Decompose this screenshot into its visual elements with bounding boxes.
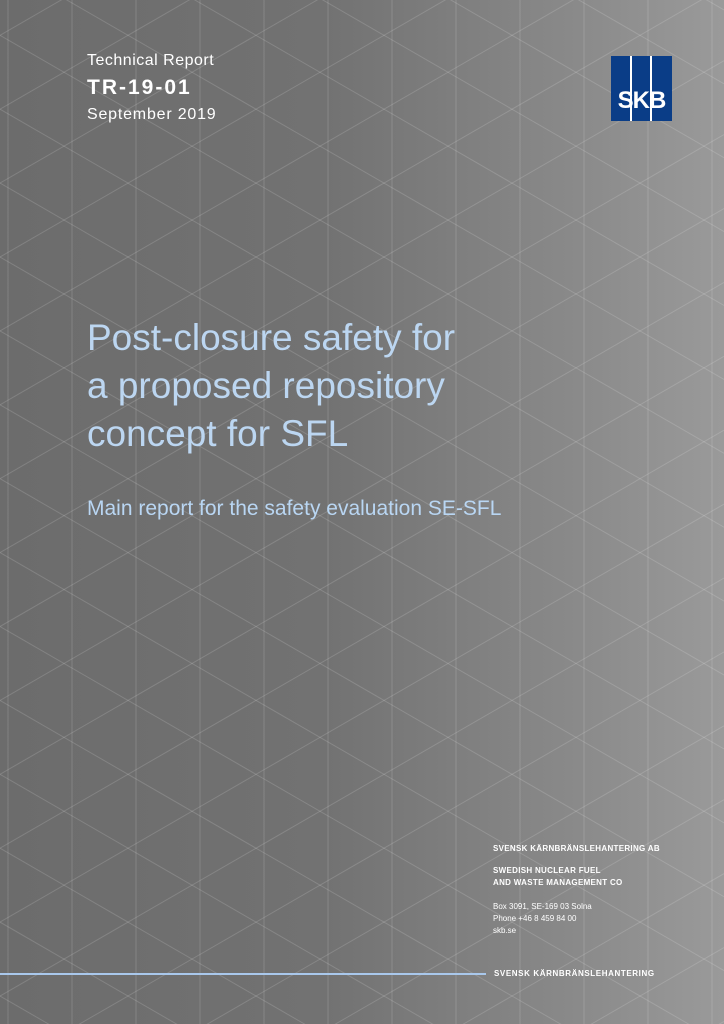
report-number: TR-19-01 <box>87 76 192 99</box>
company-address: Box 3091, SE-169 03 Solna <box>493 902 592 911</box>
company-name-english: AND WASTE MANAGEMENT CO <box>493 878 623 887</box>
report-date: September 2019 <box>87 106 217 123</box>
title-line: Post-closure safety for <box>87 317 456 358</box>
report-subtitle: Main report for the safety evaluation SE-SFL <box>87 497 502 520</box>
company-name-swedish: SVENSK KÄRNBRÄNSLEHANTERING AB <box>493 844 660 853</box>
footer-divider <box>0 973 486 975</box>
company-website[interactable]: skb.se <box>493 926 517 935</box>
company-info <box>493 843 708 937</box>
logo-text: SKB <box>617 87 666 114</box>
title-line: concept for SFL <box>87 413 349 454</box>
company-phone: Phone +46 8 459 84 00 <box>493 914 577 923</box>
footer-company-name: SVENSK KÄRNBRÄNSLEHANTERING <box>494 969 655 978</box>
report-type: Technical Report <box>87 52 215 69</box>
report-title <box>87 314 587 458</box>
title-line: a proposed repository <box>87 365 445 406</box>
skb-logo <box>611 56 672 121</box>
company-name-english: SWEDISH NUCLEAR FUEL <box>493 866 601 875</box>
